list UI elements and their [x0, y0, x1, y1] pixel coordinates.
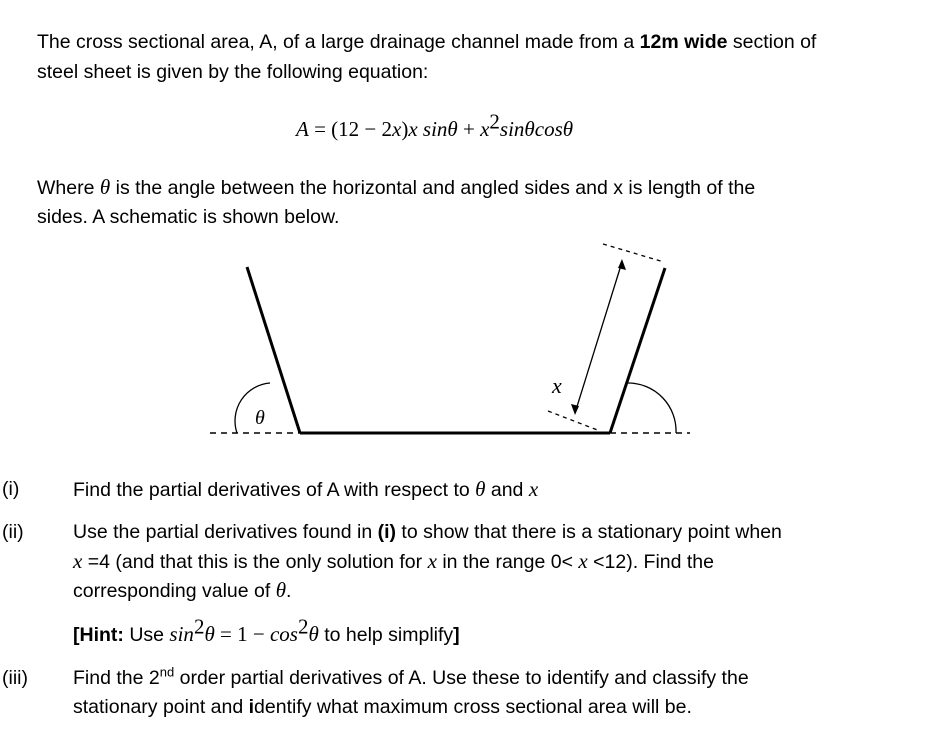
intro-text-end: section of: [727, 31, 817, 53]
item-iii-bold-i: i: [248, 696, 255, 718]
item-ii-x: x: [427, 549, 437, 573]
hint-text: Use: [123, 624, 170, 646]
item-ii-line-2: [73, 547, 714, 577]
item-number-i: (i): [2, 478, 20, 500]
item-ii-x: x: [73, 549, 83, 573]
eq-paren: ): [401, 117, 409, 141]
eq-var-x: x: [392, 117, 402, 141]
eq-square: 2: [489, 109, 500, 134]
item-ii-theta: θ: [275, 578, 287, 602]
item-i-theta: θ: [475, 477, 486, 501]
item-ii-text: =4 (and that this is the only solution for: [82, 551, 428, 573]
item-iii-text: Find the 2: [73, 667, 160, 689]
where-text: Where: [37, 177, 100, 199]
item-i-x: x: [528, 477, 539, 501]
x-label: x: [552, 373, 562, 398]
item-ii-text: Use the partial derivatives found in: [73, 521, 378, 543]
where-theta: θ: [99, 175, 111, 199]
item-ii-x: x: [578, 549, 588, 573]
item-ii-hint: [73, 614, 460, 650]
eq-sin: sinθ: [417, 117, 458, 141]
intro-bold-width: 12m wide: [639, 31, 728, 53]
length-guide-bottom: [548, 411, 600, 431]
hint-label: [Hint:: [73, 624, 124, 646]
item-ii-text-rest: to show that there is a stationary point when: [396, 521, 782, 543]
item-iii-line-2: [73, 693, 692, 722]
item-ii-ref: (i): [377, 521, 396, 543]
eq-plus: +: [457, 117, 481, 141]
where-text-rest: is the angle between the horizontal and angled sides and x is length of the: [110, 177, 756, 199]
item-iii-text: stationary point and: [73, 696, 249, 718]
hint-theta: θ: [204, 622, 215, 646]
hint-text: to help simplify: [318, 624, 454, 646]
hint-cos: cos: [269, 622, 298, 646]
eq-var-x: x: [408, 117, 418, 141]
item-ii-line-1: [73, 518, 782, 547]
item-i-and: and: [485, 479, 529, 501]
item-ii-line-3: [73, 576, 291, 606]
eq-tail: sinθcosθ: [499, 117, 574, 141]
item-ii-text: <12). Find the: [587, 551, 715, 573]
angle-arc-right: [628, 383, 676, 433]
item-iii-ordinal: nd: [159, 664, 175, 680]
hint-square: 2: [193, 614, 205, 639]
hint-square: 2: [297, 614, 309, 639]
item-ii-period: .: [286, 580, 292, 602]
intro-text: The cross sectional area, A, of a large drainage channel made from a: [37, 31, 640, 53]
eq-var-x: x: [480, 117, 490, 141]
item-iii-text-rest: dentify what maximum cross sectional area will be.: [254, 696, 692, 718]
channel-right-side: [610, 268, 665, 433]
where-line-2: sides. A schematic is shown below.: [37, 206, 340, 228]
item-iii-text-rest: order partial derivatives of A. Use these to identify and classify the: [174, 667, 749, 689]
item-number-iii: (iii): [2, 667, 28, 689]
hint-close: ]: [453, 624, 460, 646]
length-guide-top: [603, 244, 664, 262]
item-i: [73, 475, 538, 505]
intro-line-2: steel sheet is given by the following equation:: [37, 61, 429, 83]
arrowhead-top: [618, 259, 626, 270]
item-i-text: Find the partial derivatives of A with respect to: [73, 479, 476, 501]
hint-sin: sin: [169, 622, 194, 646]
item-ii-text: corresponding value of: [73, 580, 276, 602]
length-arrow: [575, 262, 622, 413]
item-iii-line-1: [73, 664, 749, 693]
hint-eq: = 1 −: [214, 622, 270, 646]
hint-theta: θ: [308, 622, 319, 646]
item-number-ii: (ii): [2, 521, 24, 543]
eq-lhs: A: [296, 117, 309, 141]
eq-part: = (12 − 2: [308, 117, 393, 141]
item-ii-text: in the range 0<: [436, 551, 579, 573]
theta-label: θ: [255, 407, 265, 429]
